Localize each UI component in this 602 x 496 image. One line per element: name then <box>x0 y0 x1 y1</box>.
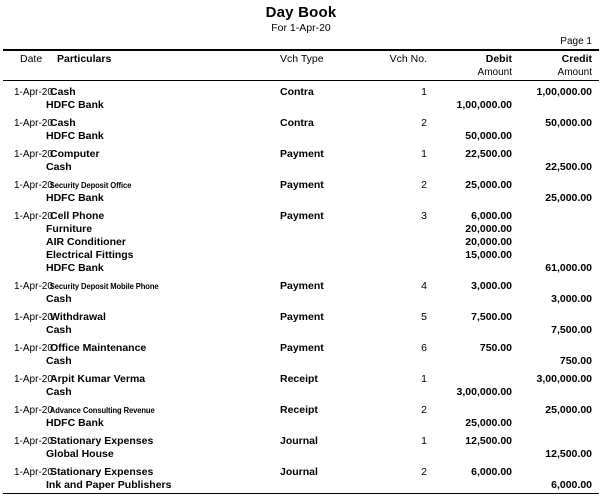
voucher-row[interactable] <box>10 404 592 430</box>
vch-type-cell <box>280 99 350 112</box>
vch-no-cell: 3 <box>421 210 427 222</box>
particulars-cell: HDFC Bank <box>46 262 104 274</box>
vch-no-cell: 2 <box>421 117 427 129</box>
credit-amount-cell: 3,000.00 <box>551 293 592 305</box>
date-cell <box>10 99 46 112</box>
debit-amount-cell: 22,500.00 <box>465 148 512 160</box>
voucher-line <box>10 117 592 130</box>
debit-amount-cell: 20,000.00 <box>465 223 512 235</box>
debit-amount-cell: 15,000.00 <box>465 249 512 261</box>
vch-type-cell <box>280 236 350 249</box>
voucher-line <box>10 373 592 386</box>
credit-amount-cell: 1,00,000.00 <box>536 86 592 98</box>
voucher-row[interactable] <box>10 210 592 275</box>
header-credit <box>512 53 592 79</box>
date-cell <box>10 192 46 205</box>
rows <box>10 86 592 496</box>
credit-amount-cell: 750.00 <box>559 355 592 367</box>
voucher-line <box>10 293 592 306</box>
particulars-cell: Computer <box>50 148 100 160</box>
voucher-line <box>10 130 592 143</box>
debit-amount-cell <box>427 373 512 386</box>
voucher-line <box>10 161 592 174</box>
date-cell: 1-Apr-20 <box>14 374 53 385</box>
credit-amount-cell: 61,000.00 <box>545 262 592 274</box>
debit-amount-cell <box>427 192 512 205</box>
particulars-cell: HDFC Bank <box>46 192 104 204</box>
particulars-cell: Security Deposit Office <box>49 181 132 190</box>
particulars-cell: AIR Conditioner <box>46 236 126 248</box>
date-cell <box>10 130 46 143</box>
credit-amount-cell: 6,000.00 <box>551 479 592 491</box>
debit-amount-cell <box>427 324 512 337</box>
particulars-cell: Furniture <box>46 223 93 235</box>
vch-type-cell <box>280 355 350 368</box>
vch-no-cell <box>350 417 427 430</box>
voucher-line <box>10 223 592 236</box>
date-cell: 1-Apr-20 <box>14 149 53 160</box>
voucher-line <box>10 236 592 249</box>
vch-no-cell <box>350 192 427 205</box>
vch-no-cell <box>350 479 427 492</box>
vch-type-cell: Payment <box>280 342 324 354</box>
vch-type-cell <box>280 262 350 275</box>
vch-no-cell: 2 <box>421 179 427 191</box>
vch-no-cell: 1 <box>421 373 427 385</box>
header-vch-type: Vch Type <box>280 53 324 65</box>
voucher-row[interactable] <box>10 117 592 143</box>
date-cell: 1-Apr-20 <box>14 405 53 416</box>
credit-amount-cell <box>512 148 592 161</box>
voucher-line <box>10 249 592 262</box>
voucher-line <box>10 148 592 161</box>
credit-amount-cell <box>512 280 592 293</box>
credit-amount-cell: 3,00,000.00 <box>536 373 592 385</box>
debit-amount-cell: 25,000.00 <box>465 179 512 191</box>
vch-no-cell <box>350 99 427 112</box>
vch-no-cell <box>350 236 427 249</box>
report-bottom-rule <box>3 493 599 494</box>
voucher-line <box>10 466 592 479</box>
date-cell <box>10 386 46 399</box>
vch-type-cell <box>280 161 350 174</box>
vch-no-cell <box>350 324 427 337</box>
particulars-cell: Advance Consulting Revenue <box>49 406 155 415</box>
vch-no-cell <box>350 355 427 368</box>
date-cell <box>10 417 46 430</box>
particulars-cell: Security Deposit Mobile Phone <box>49 282 159 291</box>
vch-type-cell: Journal <box>280 435 318 447</box>
particulars-cell: Ink and Paper Publishers <box>46 479 172 491</box>
particulars-cell: Stationary Expenses <box>50 435 154 447</box>
date-cell: 1-Apr-20 <box>14 312 53 323</box>
vch-no-cell <box>350 386 427 399</box>
report-subtitle: For 1-Apr-20 <box>271 22 331 34</box>
debit-amount-cell: 12,500.00 <box>465 435 512 447</box>
vch-type-cell <box>280 479 350 492</box>
credit-amount-cell <box>512 417 592 430</box>
particulars-cell: Cash <box>46 355 72 367</box>
vch-no-cell <box>350 249 427 262</box>
particulars-cell: Global House <box>46 448 114 460</box>
vch-no-cell: 1 <box>421 435 427 447</box>
credit-amount-cell <box>512 223 592 236</box>
date-cell: 1-Apr-20 <box>14 211 53 222</box>
credit-amount-cell: 50,000.00 <box>545 117 592 129</box>
vch-type-cell <box>280 324 350 337</box>
voucher-row[interactable] <box>10 86 592 112</box>
particulars-cell: Cash <box>46 386 72 398</box>
vch-type-cell: Receipt <box>280 404 318 416</box>
voucher-row[interactable] <box>10 342 592 368</box>
vch-type-cell: Payment <box>280 280 324 292</box>
particulars-cell: Office Maintenance <box>50 342 147 354</box>
vch-type-cell: Receipt <box>280 373 318 385</box>
voucher-line <box>10 262 592 275</box>
voucher-row[interactable] <box>10 179 592 205</box>
date-cell <box>10 448 46 461</box>
debit-amount-cell: 3,00,000.00 <box>456 386 512 398</box>
vch-type-cell <box>280 249 350 262</box>
particulars-cell: Arpit Kumar Verma <box>50 373 146 385</box>
debit-amount-cell <box>427 117 512 130</box>
vch-no-cell: 2 <box>421 404 427 416</box>
credit-amount-cell <box>512 249 592 262</box>
vch-type-cell <box>280 293 350 306</box>
table-header <box>10 53 592 79</box>
date-cell: 1-Apr-20 <box>14 467 53 478</box>
credit-amount-cell <box>512 466 592 479</box>
voucher-line <box>10 342 592 355</box>
particulars-cell: Cash <box>46 293 72 305</box>
debit-amount-cell: 1,00,000.00 <box>456 99 512 111</box>
voucher-line <box>10 210 592 223</box>
date-cell <box>10 293 46 306</box>
header-debit <box>427 53 512 79</box>
credit-amount-cell: 22,500.00 <box>545 161 592 173</box>
credit-amount-cell <box>512 435 592 448</box>
vch-type-cell <box>280 130 350 143</box>
credit-amount-cell <box>512 179 592 192</box>
credit-amount-cell: 7,500.00 <box>551 324 592 336</box>
report-title: Day Book <box>265 4 337 21</box>
voucher-line <box>10 404 592 417</box>
date-cell <box>10 249 46 262</box>
particulars-cell: HDFC Bank <box>46 417 104 429</box>
particulars-cell: HDFC Bank <box>46 99 104 111</box>
vch-type-cell <box>280 448 350 461</box>
particulars-cell: Stationary Expenses <box>50 466 154 478</box>
credit-amount-cell <box>512 99 592 112</box>
vch-type-cell <box>280 417 350 430</box>
date-cell <box>10 355 46 368</box>
voucher-line <box>10 324 592 337</box>
voucher-row[interactable] <box>10 435 592 461</box>
vch-type-cell <box>280 386 350 399</box>
credit-amount-cell: 25,000.00 <box>545 404 592 416</box>
vch-type-cell <box>280 192 350 205</box>
date-cell <box>10 262 46 275</box>
date-cell: 1-Apr-20 <box>14 118 53 129</box>
vch-type-cell: Payment <box>280 179 324 191</box>
particulars-cell: HDFC Bank <box>46 130 104 142</box>
debit-amount-cell: 750.00 <box>479 342 512 354</box>
voucher-line <box>10 435 592 448</box>
debit-amount-cell <box>427 448 512 461</box>
vch-type-cell: Payment <box>280 311 324 323</box>
date-cell: 1-Apr-20 <box>14 180 53 191</box>
debit-amount-cell <box>427 86 512 99</box>
voucher-row[interactable] <box>10 311 592 337</box>
voucher-line <box>10 86 592 99</box>
voucher-line <box>10 280 592 293</box>
header-bottom-rule <box>3 80 599 81</box>
header-vch-no: Vch No. <box>389 53 427 65</box>
vch-no-cell <box>350 262 427 275</box>
date-cell <box>10 324 46 337</box>
header-credit-sublabel: Amount <box>557 67 592 78</box>
particulars-cell: Cell Phone <box>50 210 105 222</box>
debit-amount-cell <box>427 262 512 275</box>
debit-amount-cell <box>427 161 512 174</box>
header-debit-label: Debit <box>485 53 512 65</box>
voucher-row[interactable] <box>10 373 592 399</box>
particulars-cell: Cash <box>46 324 72 336</box>
credit-amount-cell: 12,500.00 <box>545 448 592 460</box>
vch-type-cell: Payment <box>280 148 324 160</box>
particulars-cell: Cash <box>50 86 76 98</box>
credit-amount-cell <box>512 311 592 324</box>
vch-no-cell <box>350 223 427 236</box>
debit-amount-cell <box>427 404 512 417</box>
vch-no-cell: 1 <box>421 148 427 160</box>
voucher-line <box>10 311 592 324</box>
particulars-cell: Cash <box>50 117 76 129</box>
vch-type-cell: Payment <box>280 210 324 222</box>
voucher-line <box>10 192 592 205</box>
debit-amount-cell <box>427 293 512 306</box>
voucher-line <box>10 355 592 368</box>
vch-type-cell <box>280 223 350 236</box>
date-cell <box>10 223 46 236</box>
debit-amount-cell <box>427 479 512 492</box>
vch-no-cell <box>350 448 427 461</box>
debit-amount-cell: 20,000.00 <box>465 236 512 248</box>
date-cell: 1-Apr-20 <box>14 87 53 98</box>
particulars-cell: Withdrawal <box>50 311 106 323</box>
vch-type-cell: Contra <box>280 117 314 129</box>
header-particulars: Particulars <box>57 53 112 65</box>
particulars-cell: Electrical Fittings <box>46 249 134 261</box>
header-date: Date <box>20 53 43 65</box>
debit-amount-cell: 7,500.00 <box>471 311 512 323</box>
vch-no-cell <box>350 161 427 174</box>
credit-amount-cell <box>512 236 592 249</box>
voucher-row[interactable] <box>10 466 592 492</box>
vch-type-cell: Journal <box>280 466 318 478</box>
vch-type-cell: Contra <box>280 86 314 98</box>
debit-amount-cell: 3,000.00 <box>471 280 512 292</box>
vch-no-cell: 6 <box>421 342 427 354</box>
date-cell <box>10 479 46 492</box>
credit-amount-cell <box>512 130 592 143</box>
date-cell: 1-Apr-20 <box>14 436 53 447</box>
vch-no-cell: 1 <box>421 86 427 98</box>
credit-amount-cell <box>512 210 592 223</box>
date-cell <box>10 161 46 174</box>
debit-amount-cell: 25,000.00 <box>465 417 512 429</box>
vch-no-cell: 5 <box>421 311 427 323</box>
voucher-line <box>10 179 592 192</box>
voucher-row[interactable] <box>10 148 592 174</box>
debit-amount-cell: 6,000.00 <box>471 466 512 478</box>
voucher-line <box>10 417 592 430</box>
vch-no-cell <box>350 293 427 306</box>
voucher-row[interactable] <box>10 280 592 306</box>
header-credit-label: Credit <box>561 53 592 65</box>
debit-amount-cell: 50,000.00 <box>465 130 512 142</box>
voucher-line <box>10 448 592 461</box>
date-cell: 1-Apr-20 <box>14 343 53 354</box>
page-number: Page 1 <box>560 36 592 47</box>
vch-no-cell: 2 <box>421 466 427 478</box>
date-cell <box>10 236 46 249</box>
voucher-line <box>10 479 592 492</box>
debit-amount-cell: 6,000.00 <box>471 210 512 222</box>
debit-amount-cell <box>427 355 512 368</box>
vch-no-cell: 4 <box>421 280 427 292</box>
header-debit-sublabel: Amount <box>477 67 512 78</box>
vch-no-cell <box>350 130 427 143</box>
voucher-line <box>10 386 592 399</box>
credit-amount-cell <box>512 342 592 355</box>
date-cell: 1-Apr-20 <box>14 281 53 292</box>
credit-amount-cell: 25,000.00 <box>545 192 592 204</box>
voucher-line <box>10 99 592 112</box>
particulars-cell: Cash <box>46 161 72 173</box>
header-top-rule <box>3 49 599 51</box>
credit-amount-cell <box>512 386 592 399</box>
